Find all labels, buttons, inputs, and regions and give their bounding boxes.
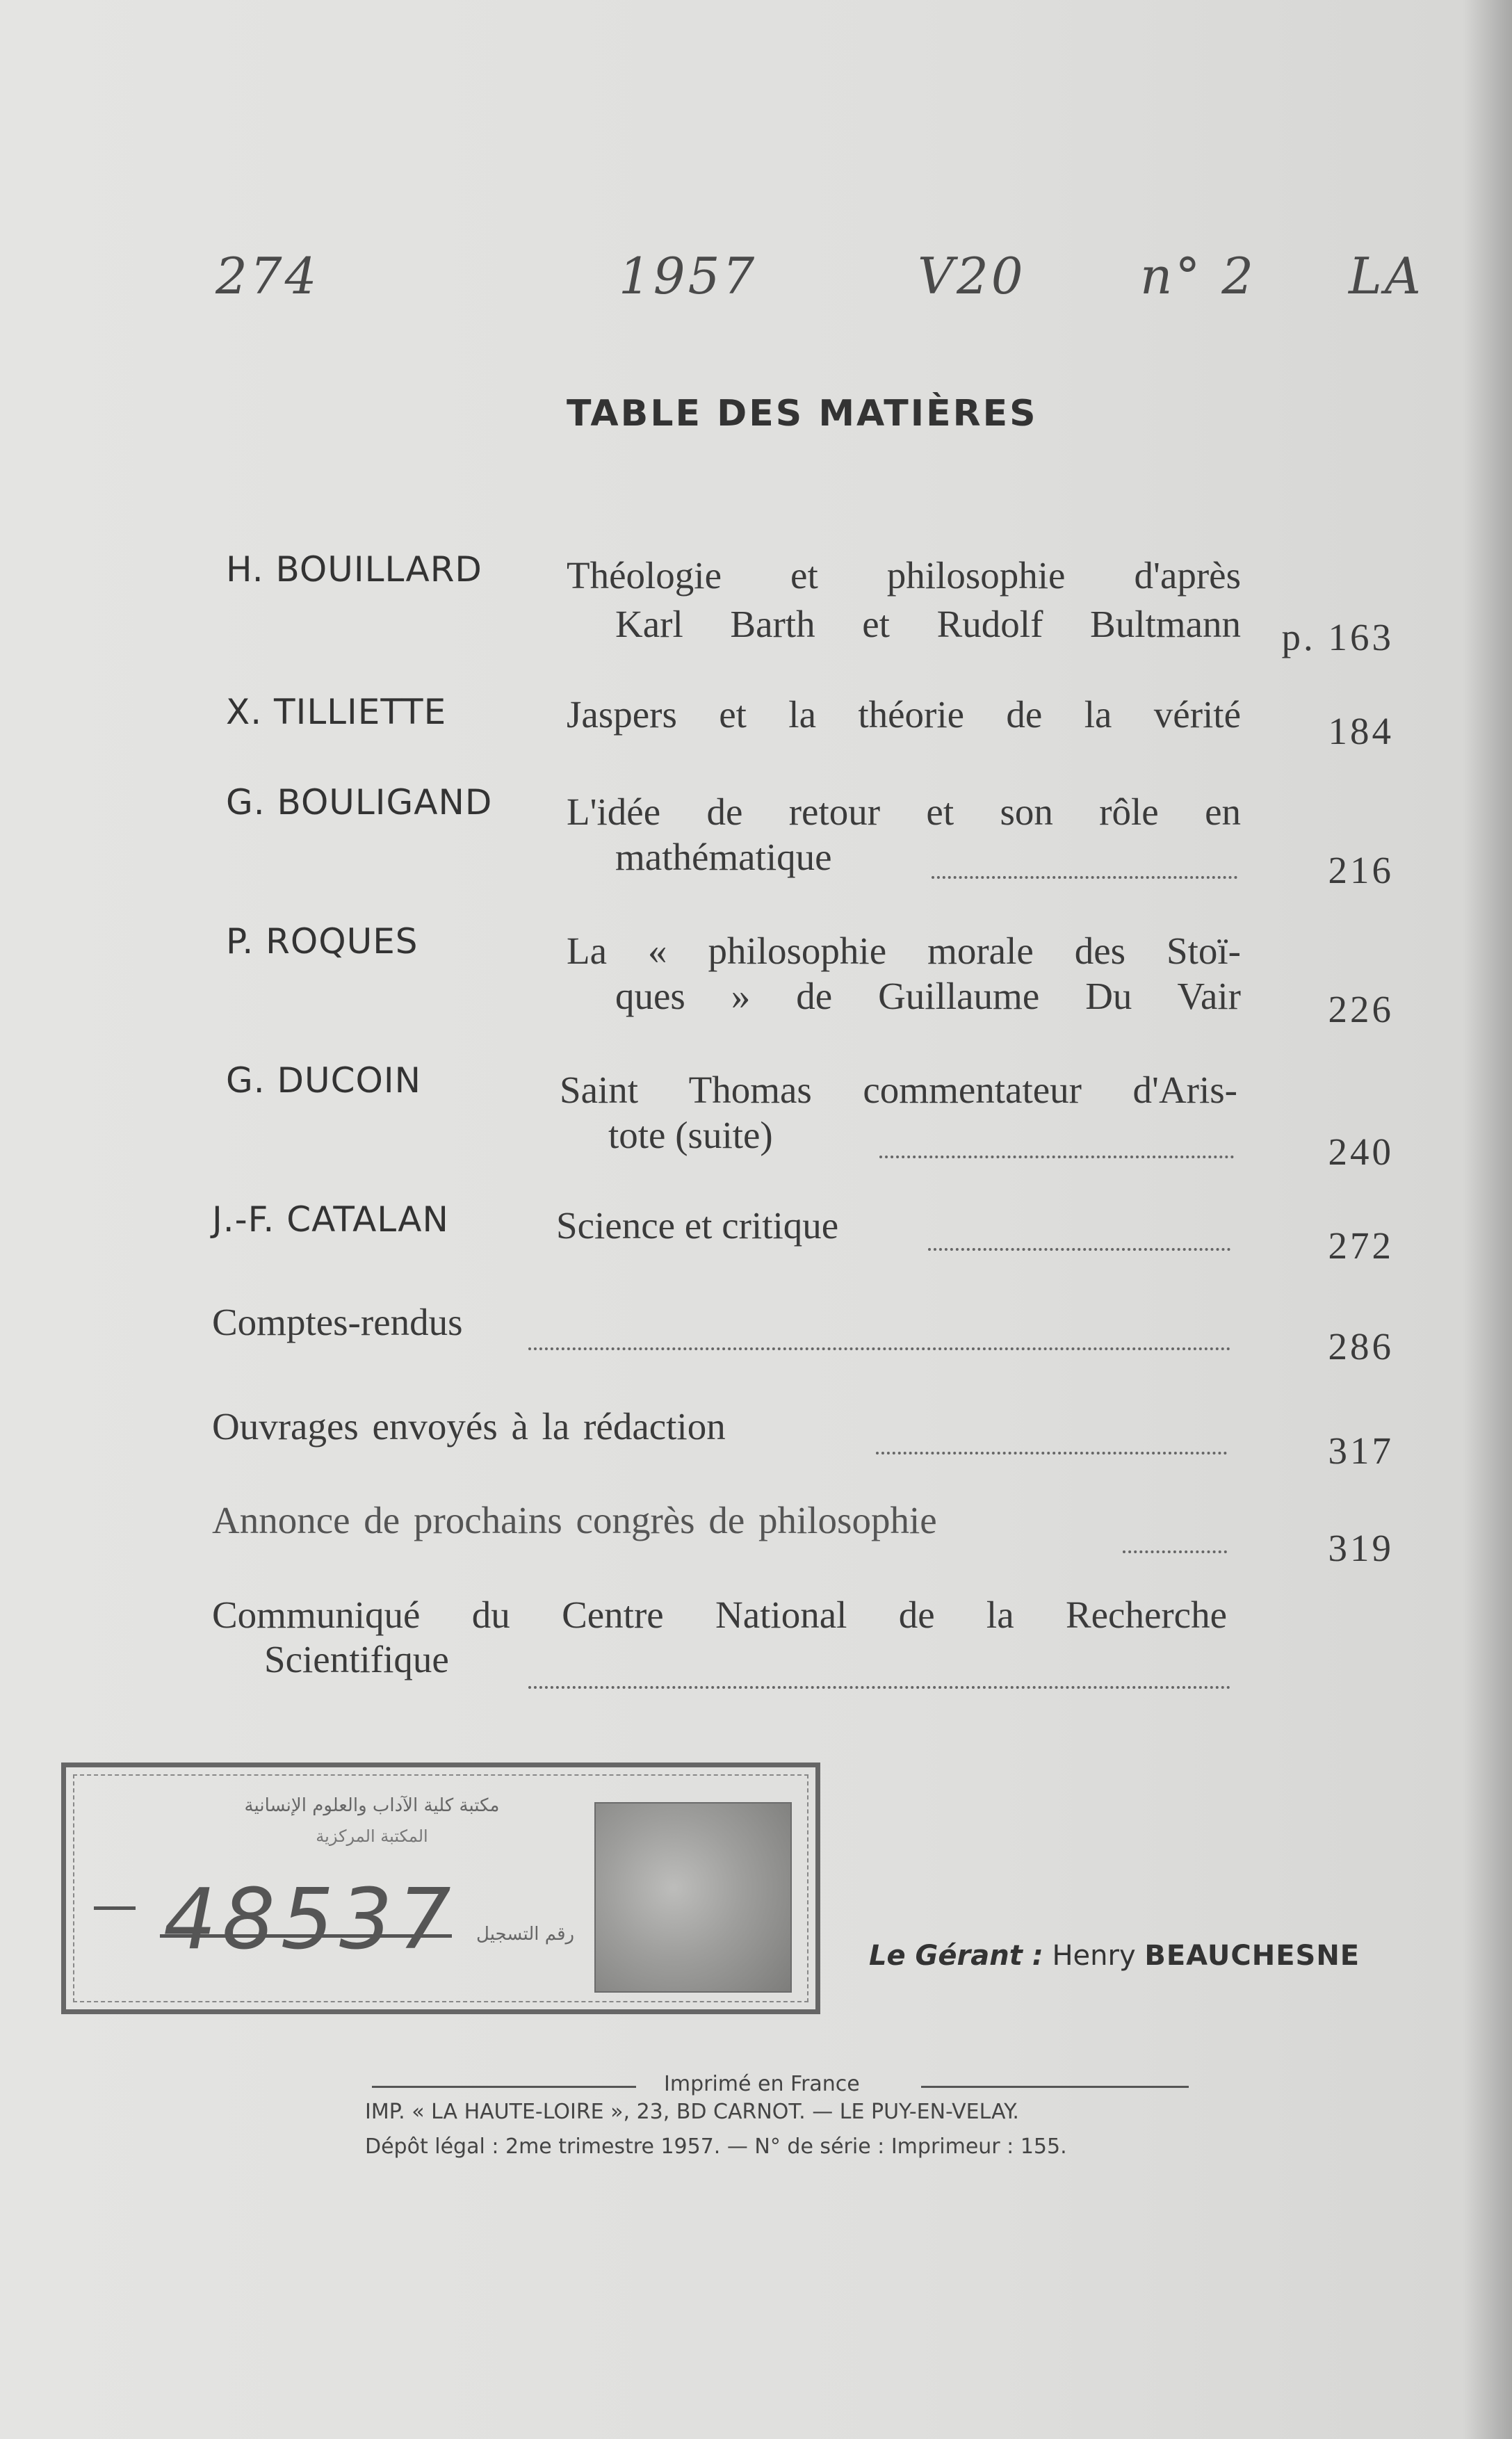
- stamp-seal-image: [594, 1802, 792, 1993]
- entry-title-line1: Saint Thomas commentateur d'Aris-: [560, 1069, 1237, 1111]
- entry-page: 184: [1328, 710, 1394, 752]
- gerant-label: Le Gérant :: [869, 1940, 1043, 1972]
- handwritten-year: 1957: [619, 247, 758, 305]
- footer-printed: Imprimé en France: [664, 2072, 860, 2096]
- entry-page: 240: [1328, 1131, 1394, 1173]
- stamp-strike-line: [160, 1934, 452, 1938]
- entry-title-line2: Karl Barth et Rudolf Bultmann: [615, 603, 1241, 645]
- stamp-text-line2: المكتبة المركزية: [316, 1826, 428, 1846]
- section-page: 319: [1328, 1527, 1394, 1569]
- stamp-dash: [94, 1906, 136, 1910]
- footer-imprint: IMP. « LA HAUTE-LOIRE », 23, BD CARNOT. — LE PUY-EN-VELAY.: [365, 2100, 1019, 2124]
- entry-title-line2: ques » de Guillaume Du Vair: [615, 975, 1241, 1017]
- section-communique-line1: Communiqué du Centre National de la Recherche: [212, 1594, 1227, 1636]
- entry-author: X. TILLIETTE: [226, 692, 447, 732]
- stamp-label: رقم التسجيل: [476, 1924, 575, 1945]
- entry-title-line1: Théologie et philosophie d'après: [567, 554, 1241, 597]
- section-annonce: Annonce de prochains congrès de philosophie: [212, 1499, 937, 1541]
- library-stamp: [61, 1763, 820, 2014]
- gerant-firstname: Henry: [1052, 1940, 1136, 1972]
- leader-dots: [932, 876, 1237, 879]
- entry-author: G. BOULIGAND: [226, 782, 493, 823]
- section-communique-line2: Scientifique: [264, 1638, 449, 1680]
- leader-dots: [879, 1156, 1234, 1158]
- entry-author: G. DUCOIN: [226, 1060, 422, 1101]
- entry-author: J.-F. CATALAN: [212, 1199, 449, 1240]
- leader-dots: [528, 1686, 1230, 1689]
- entry-title-line1: La « philosophie morale des Stoï-: [567, 930, 1241, 972]
- entry-title-line2: mathématique: [615, 836, 832, 878]
- entry-page: p. 163: [1281, 616, 1394, 658]
- gerant-surname: BEAUCHESNE: [1144, 1940, 1360, 1972]
- entry-title-line2: tote (suite): [608, 1114, 773, 1156]
- page-title: TABLE DES MATIÈRES: [567, 393, 1038, 435]
- leader-dots: [876, 1452, 1227, 1455]
- footer-rule-right: [921, 2086, 1189, 2088]
- stamp-registration-number: 48537: [163, 1872, 457, 1968]
- footer-rule-left: [372, 2086, 636, 2088]
- leader-dots: [928, 1248, 1230, 1251]
- entry-title-line1: Jaspers et la théorie de la vérité: [567, 693, 1241, 736]
- gerant-line: [869, 1940, 1360, 1972]
- entry-author: H. BOUILLARD: [226, 549, 482, 590]
- entry-page: 216: [1328, 849, 1394, 891]
- leader-dots: [1123, 1550, 1227, 1553]
- leader-dots: [528, 1347, 1230, 1350]
- entry-title-line1: L'idée de retour et son rôle en: [567, 791, 1241, 833]
- footer-depot: Dépôt légal : 2me trimestre 1957. — N° de série : Imprimeur : 155.: [365, 2134, 1067, 2159]
- handwritten-ref: 274: [216, 247, 320, 305]
- handwritten-mark: LA: [1349, 247, 1424, 305]
- handwritten-number: n° 2: [1140, 247, 1257, 305]
- section-ouvrages: Ouvrages envoyés à la rédaction: [212, 1405, 726, 1448]
- section-page: 286: [1328, 1325, 1394, 1368]
- handwritten-volume: V20: [918, 247, 1026, 305]
- entry-title-line1: Science et critique: [556, 1204, 839, 1247]
- stamp-text-line1: مكتبة كلية الآداب والعلوم الإنسانية: [244, 1795, 500, 1816]
- section-page: 317: [1328, 1429, 1394, 1472]
- entry-author: P. ROQUES: [226, 921, 418, 962]
- entry-page: 272: [1328, 1224, 1394, 1267]
- entry-page: 226: [1328, 988, 1394, 1030]
- book-spine-shadow: [1463, 0, 1512, 2439]
- section-comptes-rendus: Comptes-rendus: [212, 1301, 463, 1343]
